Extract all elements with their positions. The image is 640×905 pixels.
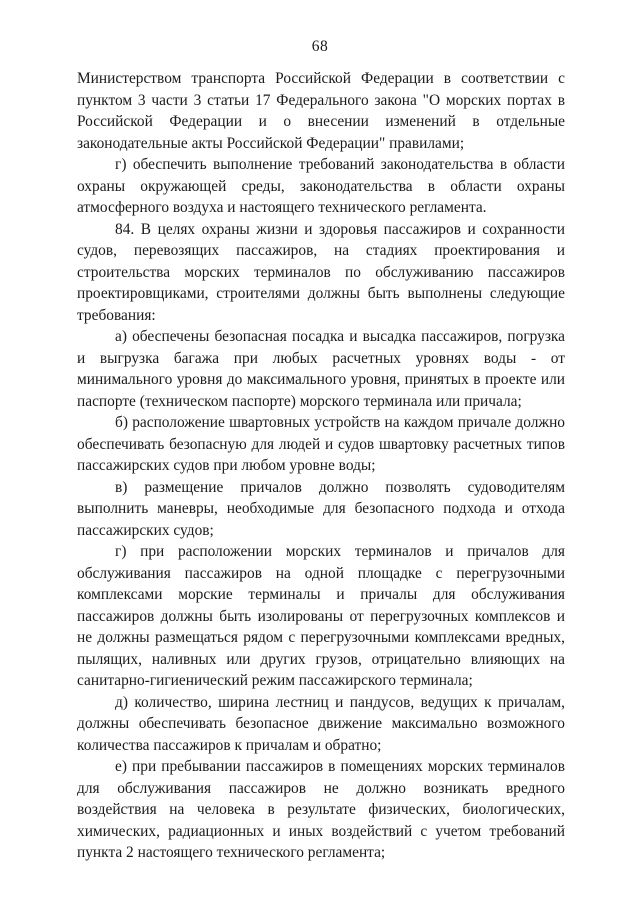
paragraph-item-a: а) обеспечены безопасная посадка и высадка пассажиров, погрузка и выгрузка багажа при любых расчетных уровнях воды - от минимального уровня до максимального уровня, принятых в проекте или паспорте (техническом паспорте) морского терминала или причала; xyxy=(77,328,565,410)
paragraph-item-g: г) при расположении морских терминалов и причалов для обслуживания пассажиров на одной площадке с перегрузочными комплексами морские терминалы и причалы для обслуживания пассажиров должны быть изолированы от перегрузочных комплексов и не должны размещаться рядом с перегрузочными комплексами вредных, пылящих, наливных или других грузов, отрицательно влияющих на санитарно-гигиенический режим пассажирского терминала; xyxy=(77,543,565,689)
paragraph-item-b: б) расположение швартовных устройств на каждом причале должно обеспечивать безопасную для людей и судов швартовку расчетных типов пассажирских судов при любом уровне воды; xyxy=(77,414,565,474)
paragraph-section-84: 84. В целях охраны жизни и здоровья пассажиров и сохранности судов, перевозящих пассажиров, на стадиях проектирования и строительства морских терминалов по обслуживанию пассажиров проектировщиками, строителями должны быть выполнены следующие требования: xyxy=(77,220,565,324)
paragraph-item-v: в) размещение причалов должно позволять судоводителям выполнить маневры, необходимые для безопасного подхода и отхода пассажирских судов; xyxy=(77,478,565,539)
paragraph-item-e: е) при пребывании пассажиров в помещениях морских терминалов для обслуживания пассажиров не должно возникать вредного воздействия на человека в результате физических, биологических, химических, радиационных и иных воздействий с учетом требований пункта 2 настоящего технического регламента; xyxy=(77,758,565,861)
paragraph-item-d: д) количество, ширина лестниц и пандусов, ведущих к причалам, должны обеспечивать безопасное движение максимально возможного количества пассажиров к причалам и обратно; xyxy=(77,693,565,754)
page-number: 68 xyxy=(311,38,329,55)
paragraph-item-g-environment: г) обеспечить выполнение требований законодательства в области охраны окружающей среды, законодательства в области охраны атмосферного воздуха и настоящего технического регламента. xyxy=(77,156,565,216)
paragraph-continuation: Министерством транспорта Российской Федерации в соответствии с пунктом 3 части 3 статьи 17 Федерального закона "О морских портах в Российской Федерации и о внесении изменений в отдельные законодательные акты Российской Федерации" правилами; xyxy=(77,70,565,152)
body-text xyxy=(77,68,565,864)
